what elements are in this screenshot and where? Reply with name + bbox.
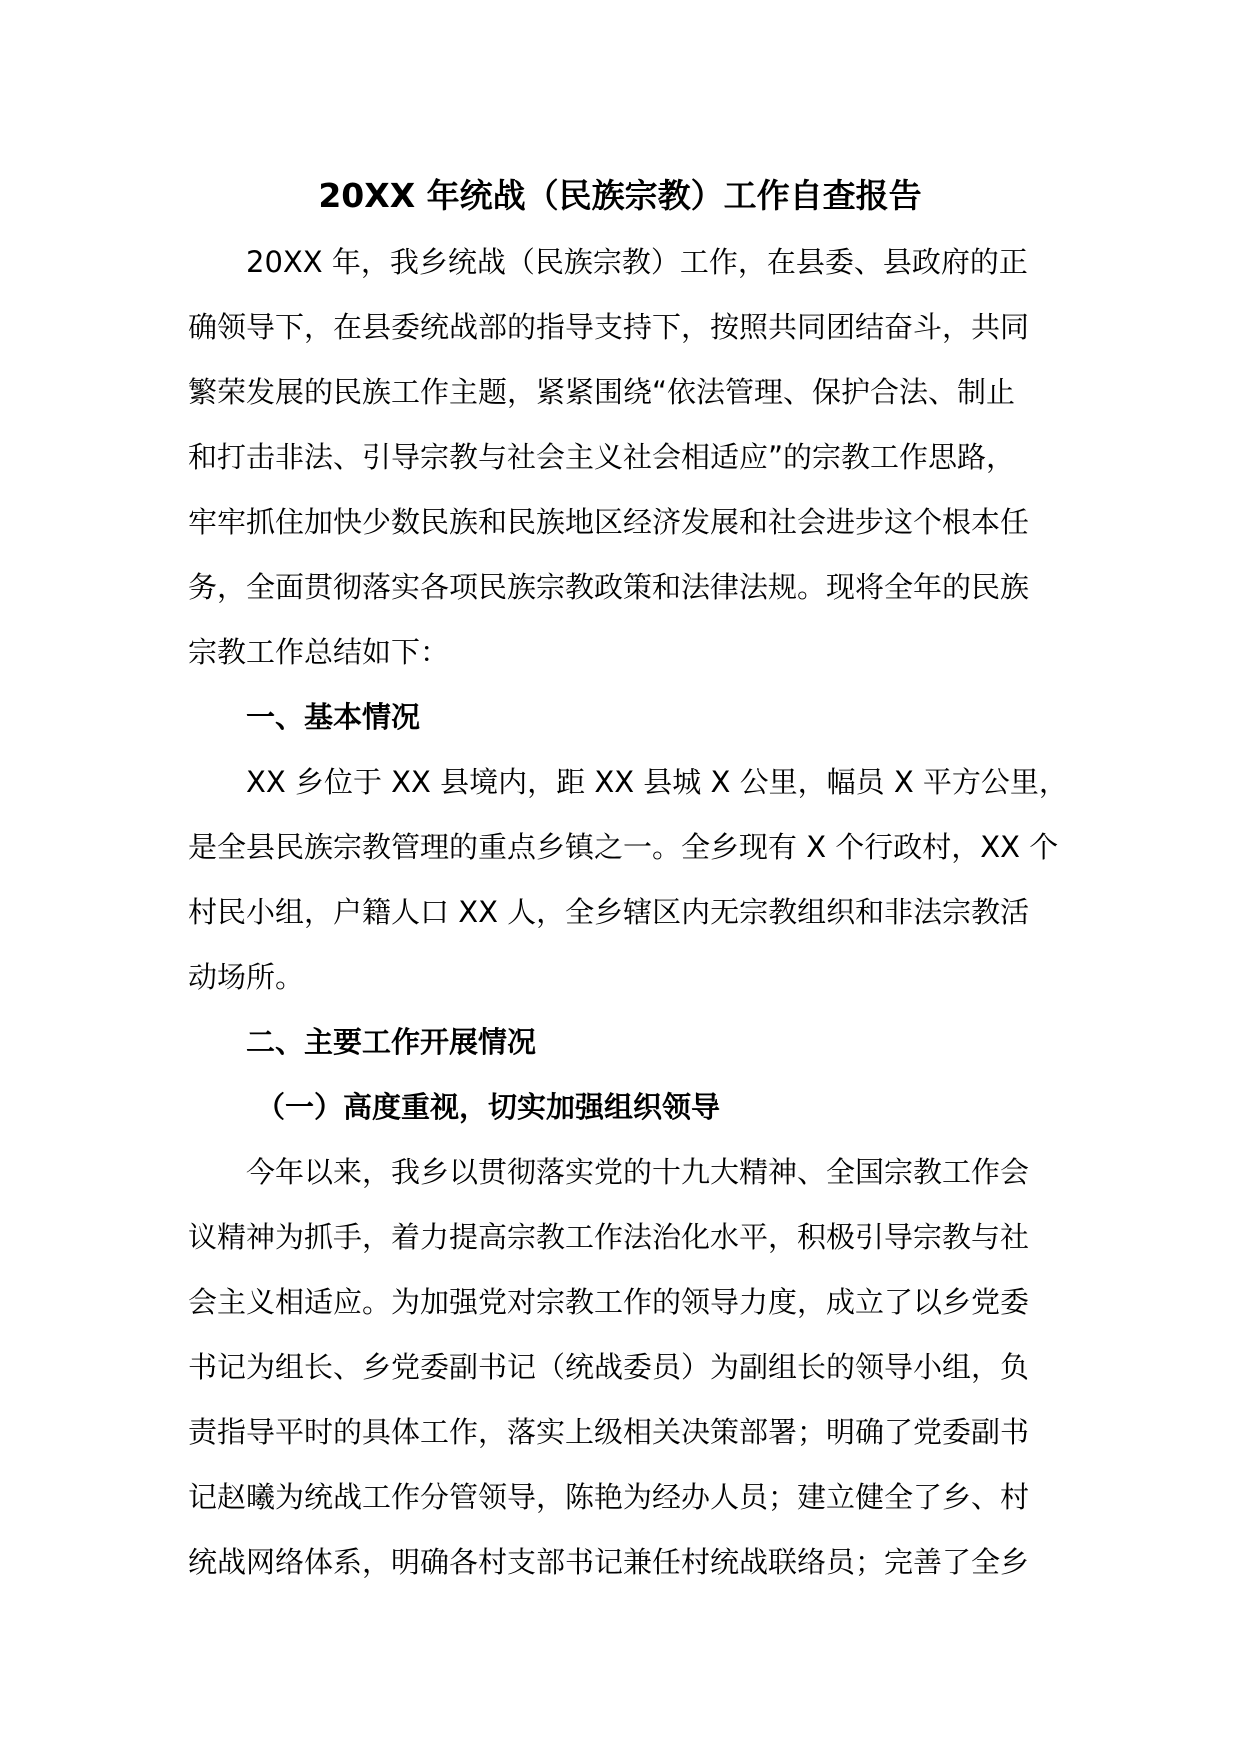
paragraph-line: 和打击非法、引导宗教与社会主义社会相适应”的宗教工作思路， [188, 440, 1016, 474]
paragraph-line: 统战网络体系，明确各村支部书记兼任村统战联络员；完善了全乡 [188, 1545, 1030, 1579]
section-heading: 一、基本情况 [246, 700, 421, 734]
paragraph-line: 动场所。 [188, 960, 305, 994]
paragraph-line: 牢牢抓住加快少数民族和民族地区经济发展和社会进步这个根本任 [188, 505, 1030, 539]
paragraph-line: 会主义相适应。为加强党对宗教工作的领导力度，成立了以乡党委 [188, 1285, 1030, 1319]
paragraph-line: 20XX 年，我乡统战（民族宗教）工作，在县委、县政府的正 [246, 245, 1028, 279]
paragraph-line: 议精神为抓手，着力提高宗教工作法治化水平，积极引导宗教与社 [188, 1220, 1030, 1254]
paragraph-line: 责指导平时的具体工作，落实上级相关决策部署；明确了党委副书 [188, 1415, 1030, 1449]
paragraph-line: 是全县民族宗教管理的重点乡镇之一。全乡现有 X 个行政村，XX 个 [188, 830, 1059, 864]
paragraph-line: 村民小组，户籍人口 XX 人，全乡辖区内无宗教组织和非法宗教活 [188, 895, 1030, 929]
paragraph-line: 宗教工作总结如下： [188, 635, 450, 669]
section-heading: 二、主要工作开展情况 [246, 1025, 537, 1059]
paragraph-line: XX 乡位于 XX 县境内，距 XX 县城 X 公里，幅员 X 平方公里， [246, 765, 1068, 799]
document-title: 20XX 年统战（民族宗教）工作自查报告 [318, 176, 922, 215]
subsection-heading: （一）高度重视，切实加强组织领导 [256, 1090, 721, 1124]
document-body [188, 230, 1068, 1595]
paragraph-line: 书记为组长、乡党委副书记（统战委员）为副组长的领导小组，负 [188, 1350, 1030, 1384]
paragraph-line: 务，全面贯彻落实各项民族宗教政策和法律法规。现将全年的民族 [188, 570, 1030, 604]
paragraph-line: 繁荣发展的民族工作主题，紧紧围绕“依法管理、保护合法、制止 [188, 375, 1016, 409]
paragraph-line: 今年以来，我乡以贯彻落实党的十九大精神、全国宗教工作会 [246, 1155, 1030, 1189]
paragraph-line: 记赵曦为统战工作分管领导，陈艳为经办人员；建立健全了乡、村 [188, 1480, 1030, 1514]
paragraph-line: 确领导下，在县委统战部的指导支持下，按照共同团结奋斗，共同 [188, 310, 1030, 344]
